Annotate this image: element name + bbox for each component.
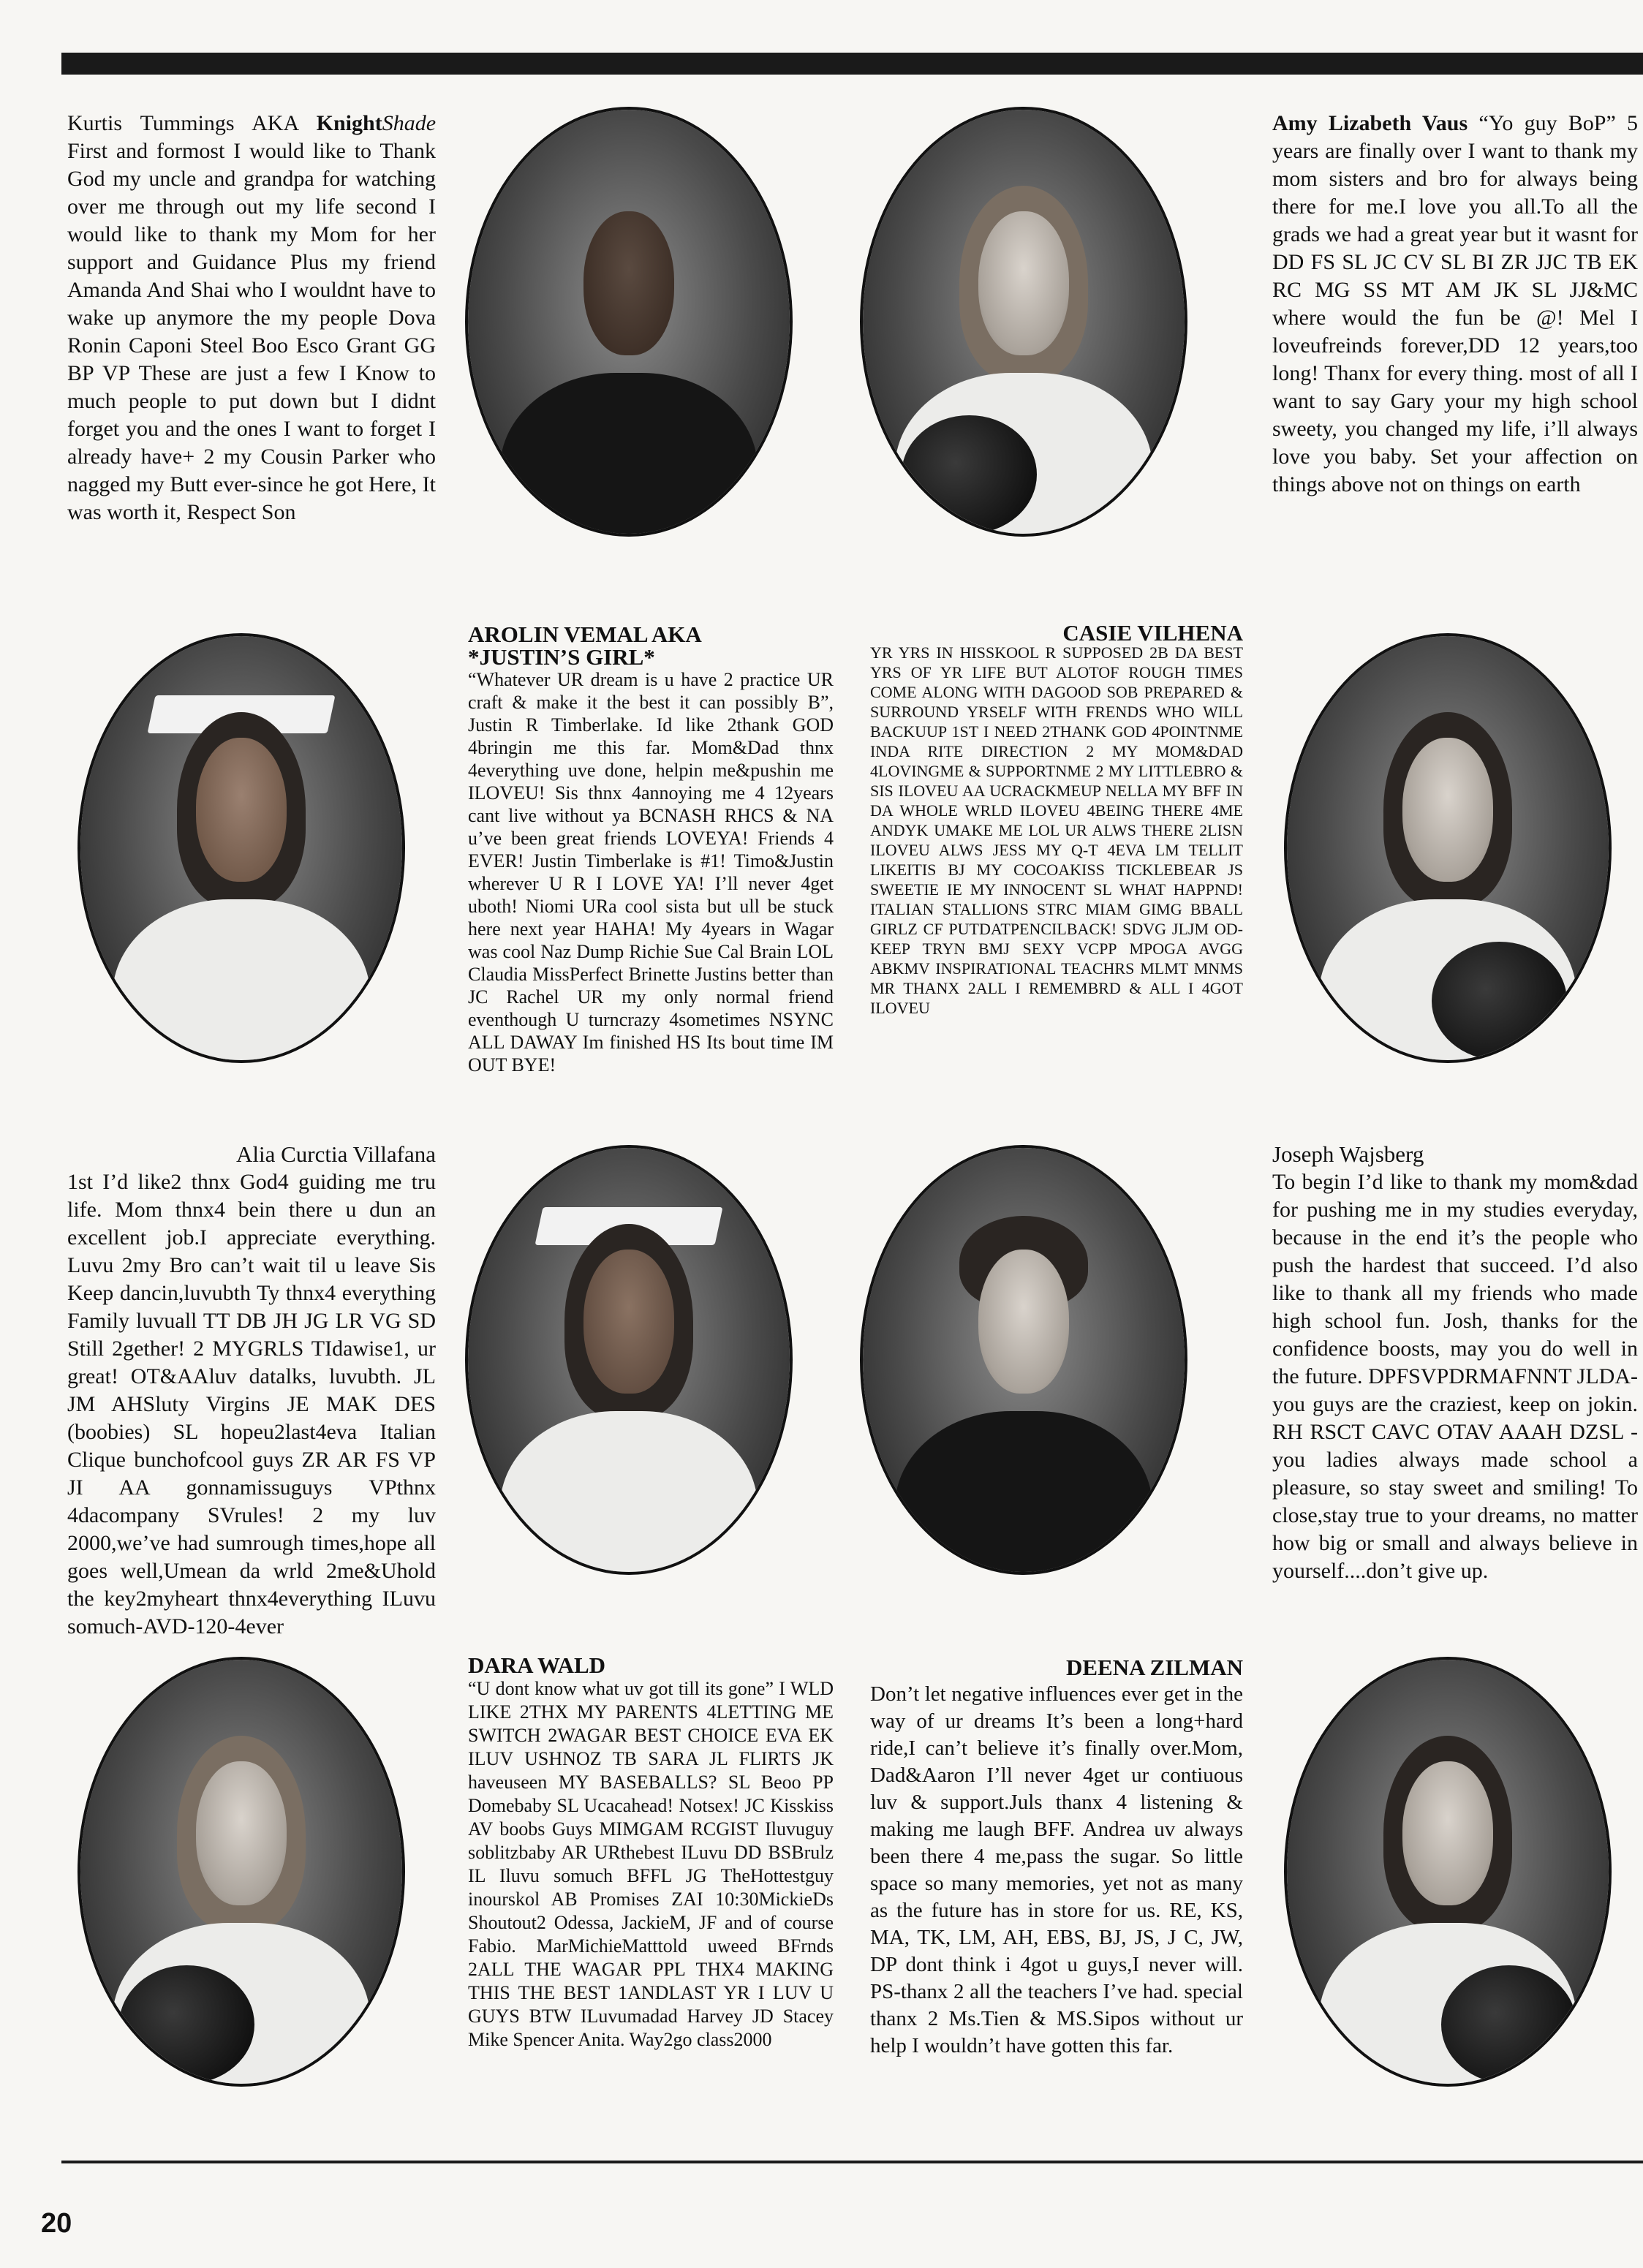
arolin-text-block <box>468 623 834 1076</box>
kurtis-gown <box>500 373 758 534</box>
arolin-message: “Whatever UR dream is u have 2 practice UR craft & make it the best it can possibly B”, Justin R Timberlake. Id like 2thank GOD 4bringin me this far. Mom&Dad thnx 4everything uve done, helpin me&pushin me ILOVEU! Sis thnx 4annoying me 4 12years cant live without ya BCNASH RHCS & NA u’ve been great friends LOVEYA! Friends 4 EVER! Justin Timberlake is #1! Timo&Justin wherever U R I LOVE YA! I’ll never 4get uboth! Niomi URa cool sista but ull be stuck here next year HAHA! My 4years in Wagar was cool Naz Dump Richie Sue Cal Brain LOL Claudia MissPerfect Brinette Justins better than JC Rachel UR my only normal friend eventhough U turncrazy 4sometimes NSYNC ALL DAWAY Im finished HS Its bout time IM OUT BYE! <box>468 669 834 1076</box>
alia-message: 1st I’d like2 thnx God4 guiding me tru life. Mom thnx4 bein there u dun an excellent job.I appreciate everything. Luvu 2my Bro can’t wait til u leave Sis Keep dancin,luvubth Ty thnx4 everything Family luvuall TT DB JH JG LR VG SD Still 2gether! 2 MYGRLS TIdawise1, ur great! OT&AAluv datalks, luvubth. JL JM AHSluty Virgins JE MAK DES (boobies) SL hopeu2last4eva Italian Clique bunchofcool guys ZR AR FS VP JI AA gonnamissuguys VPthnx 4dacompany SVrules! 2 my luv 2000,we’ve had sumrough times,hope all goes well,Umean da wrld 2me&Uhold the key2myheart thnx4everything ILuvu somuch-AVD-120-4ever <box>67 1170 436 1638</box>
dara-message: “U dont know what uv got till its gone” I WLD LIKE 2THX MY PARENTS 4LETTING ME SWITCH 2WAGAR BEST CHOICE EVA EK ILUV USHNOZ TB SARA JL FLIRTS JK haveuseen MY BASEBALLS? SL Beoo PP Domebaby SL Ucacahead! Notsex! JC Kisskiss AV boobs Guys MIMGAM RCGIST Iluvuguy soblitzbaby AR URthebest ILuvu DD BSBrulz IL Iluvu somuch BFFL JG TheHottestguy inourskol AB Promises ZAI 10:30MickieDs Shoutout2 Odessa, JackieM, JF and of course Fabio. MarMichieMatttold uweed BFrnds 2ALL THE WAGAR PPL THX4 MAKING THIS THE BEST 1ANDLAST YR I LUV U GUYS BTW ILuvumadad Harvey JD Stacey Mike Spencer Anita. Way2go class2000 <box>468 1678 834 2050</box>
deena-flowers <box>1441 1965 1576 2084</box>
arolin-nickname: *JUSTIN’S GIRL* <box>468 644 655 670</box>
amy-face <box>978 211 1068 355</box>
amy-message: “Yo guy BoP” 5 years are finally over I want to thank my mom sisters and bro for always being there for me.I love you all.To all the grads we had a great year but it wasnt for DD FS SL JC CV SL BI ZR JJC TB EK RC MG SS MT AM JK SL JJ&MC where would the fun be @! Mel I loveufreinds forever,DD 12 years,too long! Thanx for every thing. most of all I want to say Gary your my high school sweety, you changed my life, i’ll always love you baby. Set your affection on things above not on things on earth <box>1272 111 1639 496</box>
arolin-heading: AROLIN VEMAL AKA <box>468 621 702 647</box>
alia-gown <box>500 1411 758 1572</box>
joseph-message: To begin I’d like to thank my mom&dad for pushing me in my studies everyday, because in the end it’s the people who push the hardest that succeed. I’d also like to thank all my friends who made high school fun. Josh, thanks for the confidence boosts, may you do well in the future. DPFSVPDRMAFNNT JLDA- you guys are the craziest, keep on jokin. RH RSCT CAVC OTAV AAAH DZSL - you ladies always made school a pleasure, so stay sweet and smiling! To close,stay true to your dreams, no matter how big or small and always believe in yourself....don’t give up. <box>1272 1170 1638 1583</box>
alia-name: Alia Curctia Villafana <box>235 1141 436 1167</box>
amy-flowers <box>902 415 1037 534</box>
alia-portrait <box>468 1148 790 1572</box>
amy-name: Amy Lizabeth Vaus <box>1272 111 1468 135</box>
amy-text-block <box>1272 110 1638 499</box>
kurtis-face <box>583 211 673 355</box>
deena-portrait <box>1287 1660 1609 2084</box>
joseph-name: Joseph Wajsberg <box>1272 1141 1424 1167</box>
dara-flowers <box>119 1965 254 2084</box>
deena-heading: DEENA ZILMAN <box>1065 1655 1243 1680</box>
deena-face <box>1402 1761 1492 1905</box>
bottom-rule <box>61 2161 1643 2163</box>
dara-portrait <box>80 1660 402 2084</box>
kurtis-portrait <box>468 110 790 534</box>
kurtis-name: Kurtis Tummings AKA <box>67 111 298 135</box>
alia-face <box>583 1250 673 1394</box>
joseph-face <box>978 1250 1068 1394</box>
casie-face <box>1402 738 1492 882</box>
joseph-text-block <box>1272 1141 1638 1585</box>
joseph-portrait <box>863 1148 1185 1572</box>
kurtis-text-block <box>67 110 436 526</box>
kurtis-alias: Knight <box>316 111 382 135</box>
deena-text-block <box>870 1654 1243 2060</box>
amy-portrait <box>863 110 1185 534</box>
dara-text-block <box>468 1654 834 2052</box>
alia-text-block <box>67 1141 436 1641</box>
arolin-portrait <box>80 636 402 1060</box>
deena-message: Don’t let negative influences ever get in the way of ur dreams It’s been a long+hard ride,I can’t believe it’s finally over.Mom, Dad&Aaron I’ll never 4get ur contiuous luv & support.Juls thanx 4 listening & making me laugh BFF. Andrea uv always been there 4 me,pass the sugar. So little space so many memories, yet not as many as the future has in store for us. RE, KS, MA, TK, LM, AH, EBS, BJ, JS, J C, JW, DP dont think i 4got u guys,I never will. PS-thanx 2 all the teachers I’ve had. special thanx 2 Ms.Tien & MS.Sipos without ur help I wouldn’t have gotten this far. <box>870 1682 1243 2057</box>
joseph-gown <box>895 1411 1152 1572</box>
casie-heading: CASIE VILHENA <box>1062 620 1243 646</box>
kurtis-message: First and formost I would like to Thank God my uncle and grandpa for watching over me through out my life second I would like to thank my Mom for her support and Guidance Plus my friend Amanda And Shai who I wouldnt have to wake up anymore the my people Dova Ronin Caponi Steel Boo Esco Grant GG BP VP These are just a few I Know to much people to put down but I didnt forget you and the ones I want to forget I already have+ 2 my Cousin Parker who nagged my Butt ever-since he got Here, It was worth it, Respect Son <box>67 139 436 524</box>
kurtis-alias-suffix: Shade <box>382 111 437 135</box>
arolin-face <box>196 738 286 882</box>
dara-face <box>196 1761 286 1905</box>
page-number: 20 <box>41 2208 72 2239</box>
arolin-gown <box>113 899 370 1060</box>
casie-message: YR YRS IN HISSKOOL R SUPPOSED 2B DA BEST YRS OF YR LIFE BUT ALOTOF ROUGH TIMES COME ALONG WITH DAGOOD SOB PREPARED & SURROUND YRSELF WITH FRENDS WHO WILL BACKUUP 1ST I NEED 2THANK GOD 4POINTNME INDA RITE DIRECTION 2 MY MOM&DAD 4LOVINGME & SUPPORTNME 2 MY LITTLEBRO & SIS ILOVEU AA UCRACKMEUP NELLA MY BFF IN DA WHOLE WRLD ILOVEU 4BEING THERE 4ME ANDYK UMAKE ME LOL UR ALWS THERE 2LISN ILOVEU ALWS JESS MY Q-T 4EVA LM TELLIT LIKEITIS BJ MY COCOAKISS TICKLEBEAR JS SWEETIE IE MY INNOCENT SL WHAT HAPPND! ITALIAN STALLIONS STRC MIAM GIMG BBALL GIRLZ CF PUTDATPENCILBACK! SDVG JLJM OD-KEEP TRYN BMJ SEXY VCPP MPOGA AVGG ABKMV INSPIRATIONAL TEACHRS MLMT MNMS MR THANX 2ALL I REMEMBRD & ALL I 4GOT ILOVEU <box>870 643 1243 1017</box>
casie-flowers <box>1432 942 1567 1060</box>
dara-heading: DARA WALD <box>468 1652 606 1678</box>
casie-portrait <box>1287 636 1609 1060</box>
top-rule-bar <box>61 53 1643 75</box>
casie-text-block <box>870 620 1243 1018</box>
